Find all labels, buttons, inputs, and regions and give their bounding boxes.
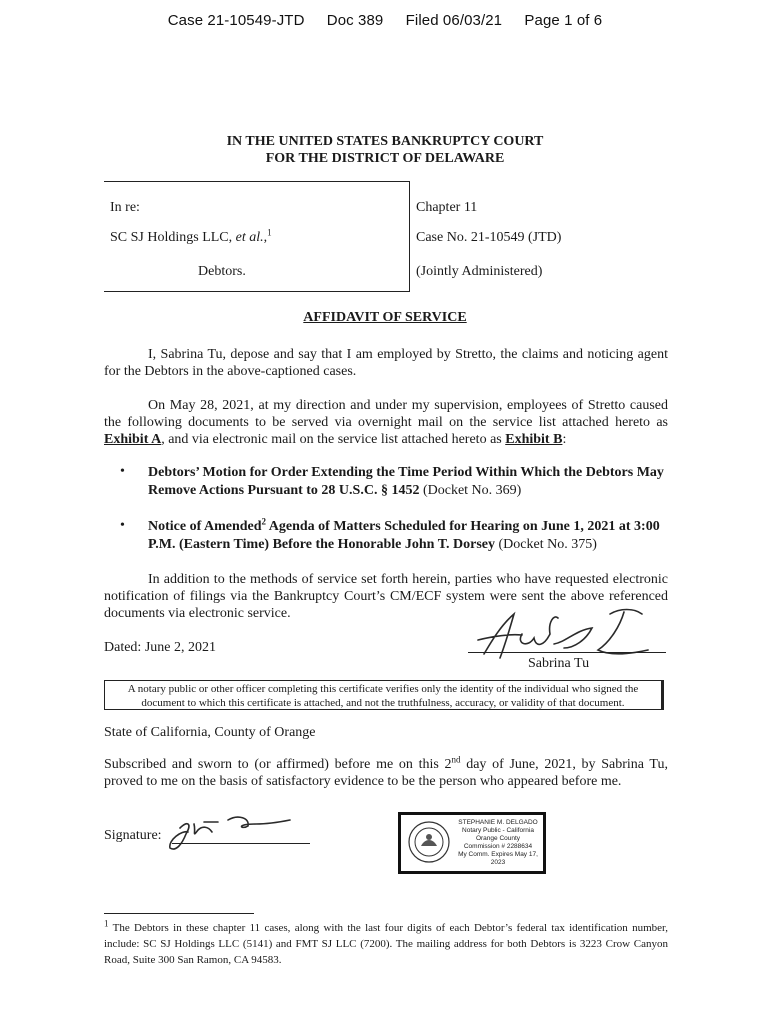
jointly-administered-label: (Jointly Administered) [416,264,543,279]
notary-notice-box: A notary public or other officer completing this certificate verifies only the identity of the individual who signed the document to which this certificate is attached, and not the truthfulness, accuracy, or validity of that document. [104,680,664,710]
debtor-name: SC SJ Holdings LLC, et al.,$^1$ [110,227,272,245]
footnote-rule [104,913,254,914]
case-header [0,12,770,29]
notary-seal-icon [407,820,451,864]
affidavit-title: AFFIDAVIT OF SERVICE [303,310,467,325]
bullet-dot-1: • [120,464,125,479]
case-number: Case 21-10549-JTD [167,12,305,29]
caption-bottom-rule [104,291,410,292]
notary-stamp-text: STEPHANIE M. DELGADO Notary Public - California Orange County Commission # 2288634 My Comm. Expires May 17, 2023 [458,819,538,866]
venue-line: State of California, County of Orange [104,725,316,740]
bullet-item-1: Debtors’ Motion for Order Extending the Time Period Within Which the Debtors May Remove Actions Pursuant to 28 U.S.C. § 1452 (Docket No. 369) [148,465,664,498]
paragraph-2: On May 28, 2021, at my direction and under my supervision, employees of Stretto caused the following documents to be served via overnight mail on the service list attached hereto as Exhibit A, and via electronic mail on the service list attached hereto as Exhibit B: [104,398,668,447]
case-no-label: Case No. 21-10549 (JTD) [416,230,562,245]
signer-name: Sabrina Tu [528,656,590,671]
page-indicator: Page 1 of 6 [524,12,603,29]
in-re-label: In re: [110,200,140,215]
chapter-label: Chapter 11 [416,200,478,215]
debtors-label: Debtors. [198,264,246,279]
bullet-dot-2: • [120,518,125,533]
paragraph-1: I, Sabrina Tu, depose and say that I am employed by Stretto, the claims and noticing agent for the Debtors in the above-captioned cases. [104,347,668,379]
et-al: et al. [235,230,264,245]
footnote: $^1$ The Debtors in these chapter 11 cases, along with the last four digits of each Debtor’s federal tax identification number, include: SC SJ Holdings LLC (5141) and FMT SJ LLC (7200). The mailing address for both Debtors is 3223 Crow Canyon Road, Suite 300 San Ramon, CA 94583. [104,918,668,966]
exhibit-b-ref: Exhibit B [505,432,563,447]
dated-line: Dated: June 2, 2021 [104,640,216,655]
notary-signature-line [172,843,310,844]
notary-signature [168,810,308,856]
filed-date: Filed 06/03/21 [405,12,503,29]
notary-stamp [398,812,546,874]
paragraph-3: In addition to the methods of service set forth herein, parties who have requested electronic notification of filings via the Bankruptcy Court’s CM/ECF system were sent the above referenced documents via electronic service. [104,572,668,621]
caption-top-rule [104,181,410,182]
jurat-paragraph: Subscribed and sworn to (or affirmed) before me on this 2nd day of June, 2021, by Sabrina Tu, proved to me on the basis of satisfactory evidence to be the person who appeared before me. [104,754,668,789]
bullet-item-2: Notice of Amended$^2$ Agenda of Matters Scheduled for Hearing on June 1, 2021 at 3:00 P.M. (Eastern Time) Before the Honorable John T. Dorsey (Docket No. 375) [148,516,660,552]
doc-number: Doc 389 [326,12,384,29]
court-line-2: FOR THE DISTRICT OF DELAWARE [265,151,505,166]
caption-divider [409,181,410,291]
court-title [0,133,770,167]
court-line-1: IN THE UNITED STATES BANKRUPTCY COURT [226,134,544,149]
footnote-number: 1 [104,918,109,929]
signature-label: Signature: [104,828,162,843]
footnote-ref: 1 [267,227,272,238]
exhibit-a-ref: Exhibit A [104,432,162,447]
signature-line [468,652,666,653]
